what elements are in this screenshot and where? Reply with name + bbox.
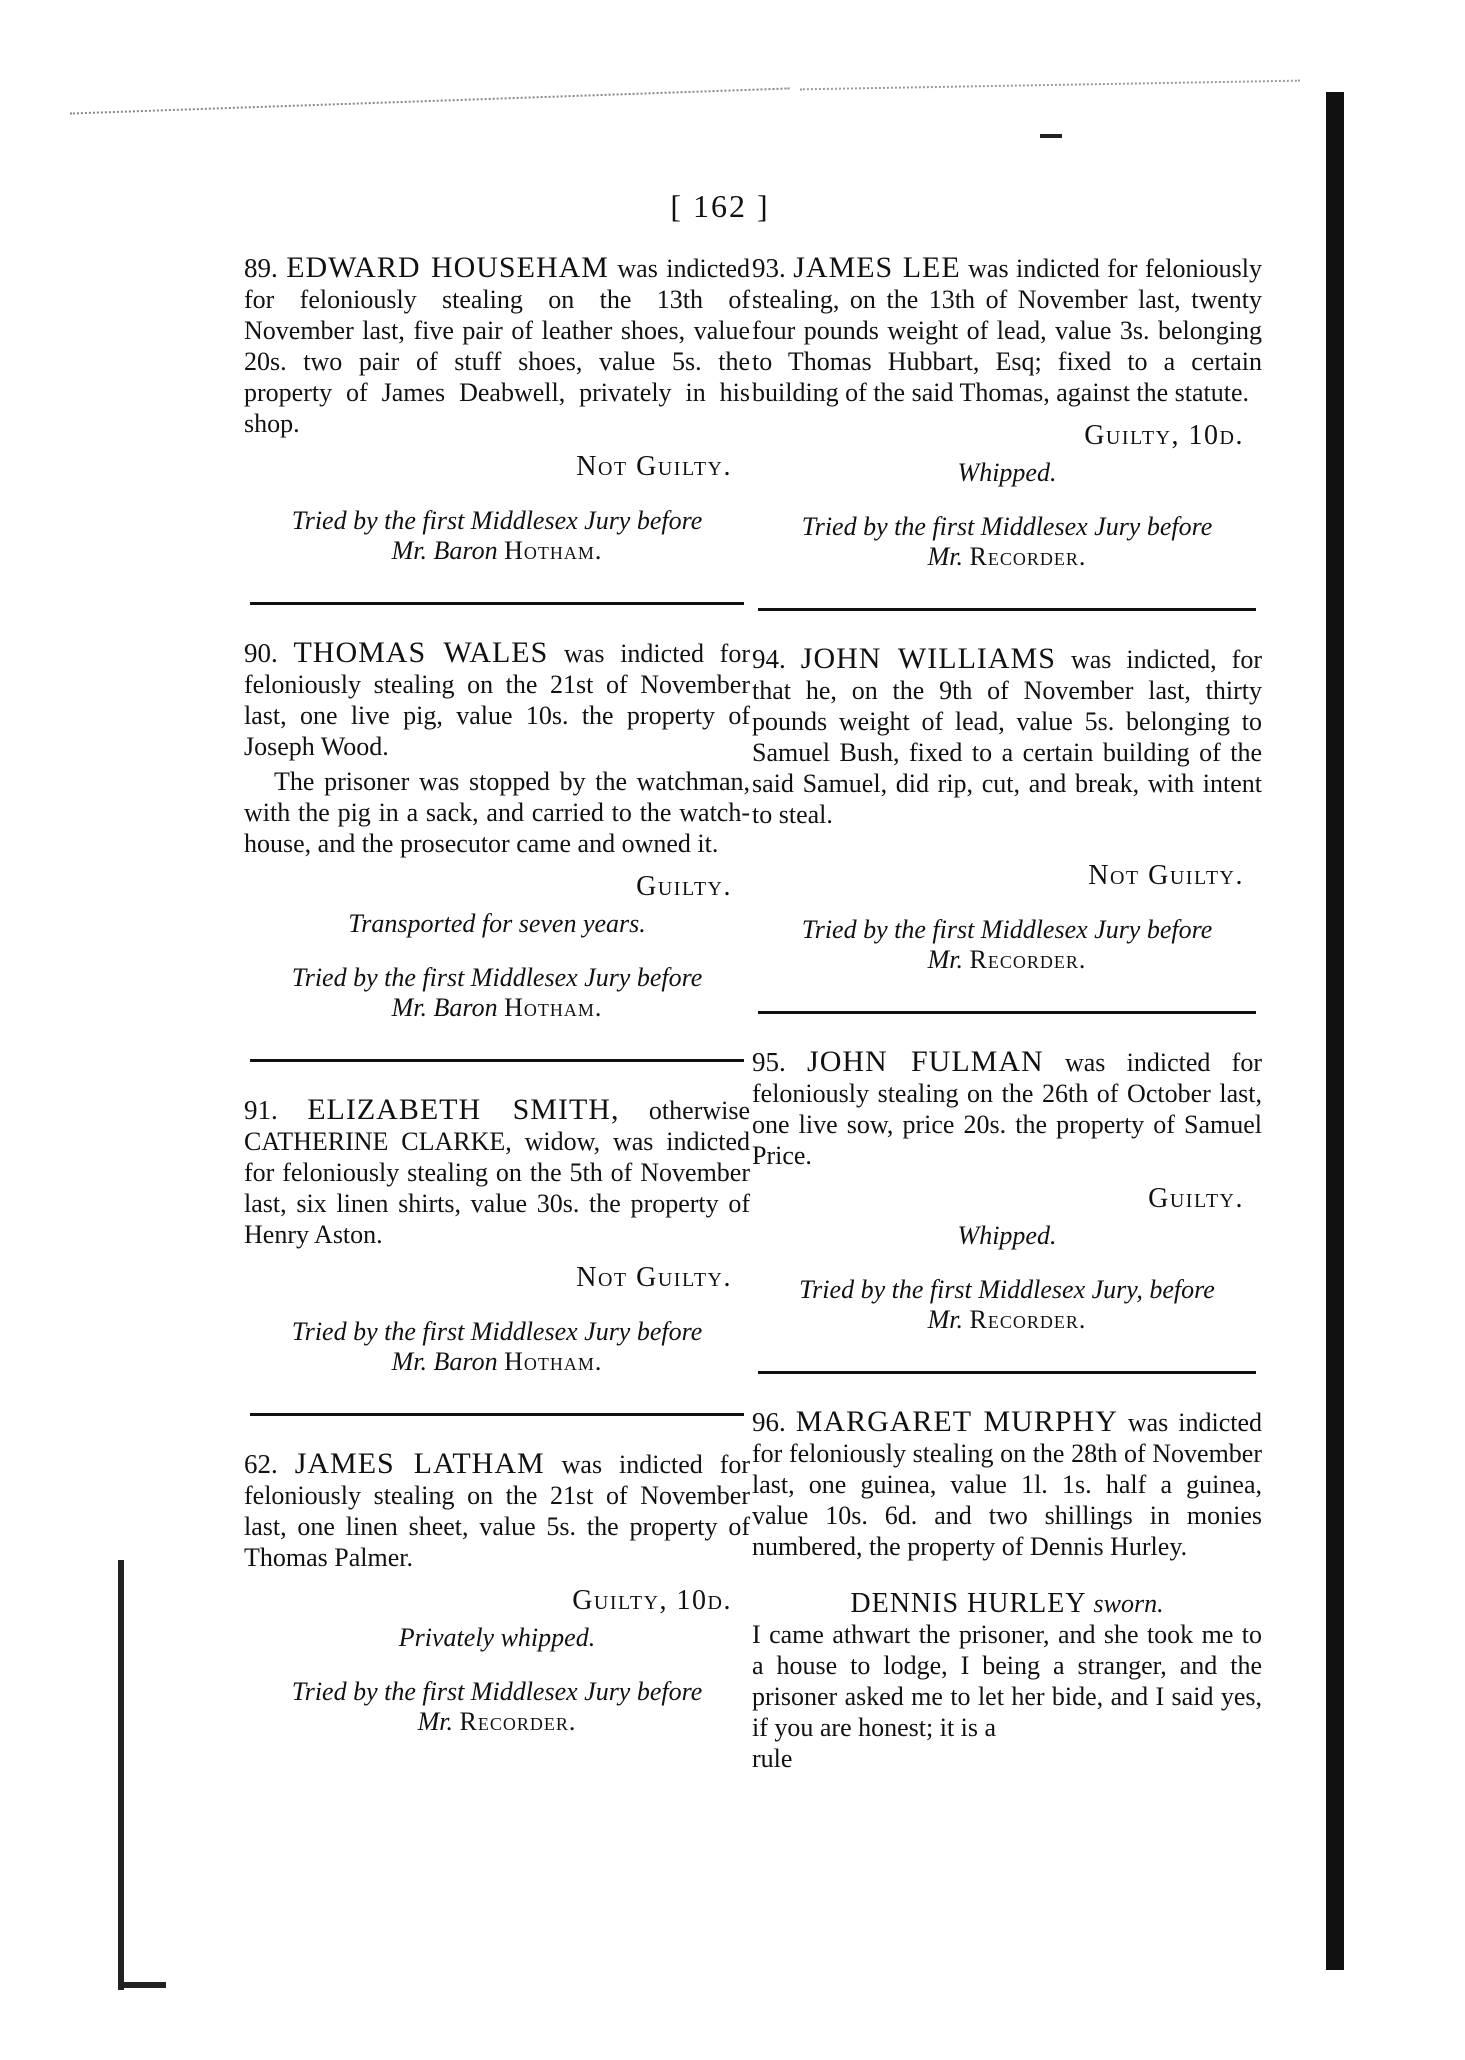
defendant-name: ELIZABETH SMITH, bbox=[307, 1093, 620, 1126]
page-edge-shadow bbox=[118, 1982, 166, 1988]
case-entry bbox=[752, 1406, 1262, 1774]
judge-title: Mr. Baron bbox=[391, 993, 498, 1022]
right-column bbox=[752, 252, 1262, 1774]
section-divider bbox=[250, 1059, 744, 1062]
case-text: otherwise CATHERINE CLARKE, widow, was indicted for feloniously stealing on the 5th of November last, six linen shirts, value 30s. the property of Henry Aston. bbox=[244, 1096, 750, 1249]
verdict: Guilty, 10d. bbox=[572, 1585, 732, 1616]
judge-name: Hotham. bbox=[504, 1347, 603, 1376]
judge-title: Mr. bbox=[417, 1707, 454, 1736]
tried-by bbox=[752, 915, 1262, 975]
case-entry bbox=[752, 1046, 1262, 1335]
judge-title: Mr. bbox=[927, 1305, 964, 1334]
judge-title: Mr. Baron bbox=[391, 536, 498, 565]
scan-noise bbox=[70, 87, 790, 132]
catchword: rule bbox=[752, 1744, 793, 1773]
left-column bbox=[244, 252, 750, 1737]
case-number: 96. bbox=[752, 1407, 786, 1437]
section-divider bbox=[758, 1371, 1256, 1374]
tried-line: Tried by the first Middlesex Jury before bbox=[291, 963, 703, 992]
tried-by bbox=[752, 512, 1262, 572]
verdict: Guilty, 10d. bbox=[1084, 420, 1244, 451]
defendant-name: MARGARET MURPHY bbox=[795, 1405, 1118, 1438]
case-number: 90. bbox=[244, 638, 278, 668]
case-text: was indicted for feloniously stealing on the 21st of November last, one linen sheet, value 5s. the property of Thomas Palmer. bbox=[244, 1450, 751, 1572]
defendant-name: THOMAS WALES bbox=[293, 636, 549, 669]
tried-line: Tried by the first Middlesex Jury before bbox=[291, 1677, 703, 1706]
sentence: Privately whipped. bbox=[398, 1623, 596, 1652]
verdict: Not Guilty. bbox=[576, 451, 732, 482]
case-detail: The prisoner was stopped by the watchman, with the pig in a sack, and carried to the watch-house, and the prosecutor came and owned it. bbox=[244, 767, 750, 858]
judge-title: Mr. bbox=[927, 542, 964, 571]
page-edge-shadow bbox=[1326, 92, 1344, 1970]
verdict: Not Guilty. bbox=[1088, 860, 1244, 891]
case-text: was indicted for feloniously stealing, on the 13th of November last, twenty four pounds weight of lead, value 3s. belonging to Thomas Hubbart, Esq; fixed to a certain building of the said Thomas, against the statute. bbox=[752, 254, 1263, 407]
witness-name: DENNIS HURLEY bbox=[850, 1588, 1086, 1619]
case-number: 62. bbox=[244, 1449, 278, 1479]
defendant-name: JOHN FULMAN bbox=[807, 1045, 1044, 1078]
tried-by bbox=[244, 506, 750, 566]
case-entry bbox=[244, 637, 750, 1023]
case-entry bbox=[244, 1094, 750, 1377]
tried-by bbox=[244, 1317, 750, 1377]
defendant-name: EDWARD HOUSEHAM bbox=[286, 251, 609, 284]
case-text: was indicted for feloniously stealing on the 28th of November last, one guinea, value 1l. 1s. half a guinea, value 10s. 6d. and two shillings in monies numbered, the property of Dennis Hurley. bbox=[752, 1408, 1263, 1561]
sentence: Transported for seven years. bbox=[348, 909, 646, 938]
verdict: Guilty. bbox=[1148, 1183, 1244, 1214]
sentence: Whipped. bbox=[957, 1221, 1057, 1250]
tried-line: Tried by the first Middlesex Jury before bbox=[291, 1317, 703, 1346]
case-entry bbox=[244, 252, 750, 566]
section-divider bbox=[250, 602, 744, 605]
scan-mark bbox=[1040, 134, 1062, 138]
case-entry bbox=[244, 1448, 750, 1737]
case-number: 94. bbox=[752, 644, 786, 674]
case-number: 89. bbox=[244, 253, 278, 283]
defendant-name: JAMES LEE bbox=[793, 251, 961, 284]
tried-line: Tried by the first Middlesex Jury before bbox=[801, 512, 1213, 541]
case-number: 93. bbox=[752, 253, 786, 283]
defendant-name: JAMES LATHAM bbox=[294, 1447, 545, 1480]
section-divider bbox=[758, 608, 1256, 611]
judge-name: Recorder. bbox=[969, 1305, 1087, 1334]
case-entry bbox=[752, 252, 1262, 572]
defendant-name: JOHN WILLIAMS bbox=[800, 642, 1056, 675]
sentence: Whipped. bbox=[957, 458, 1057, 487]
judge-title: Mr. Baron bbox=[391, 1347, 498, 1376]
judge-name: Recorder. bbox=[969, 945, 1087, 974]
case-entry bbox=[752, 643, 1262, 975]
witness-label: sworn. bbox=[1093, 1589, 1164, 1618]
judge-name: Recorder. bbox=[969, 542, 1087, 571]
case-text: was indicted for feloniously stealing on the 21st of November last, one live pig, value 10s. the property of Joseph Wood. bbox=[244, 639, 750, 761]
witness-heading bbox=[752, 1588, 1262, 1619]
tried-by bbox=[752, 1275, 1262, 1335]
tried-line: Tried by the first Middlesex Jury before bbox=[291, 506, 703, 535]
scan-noise bbox=[800, 80, 1300, 105]
case-text: was indicted for feloniously stealing on the 26th of October last, one live sow, price 20s. the property of Samuel Price. bbox=[752, 1048, 1262, 1170]
case-text: was indicted for feloniously stealing on the 13th of November last, five pair of leather shoes, value 20s. two pair of stuff shoes, value 5s. the property of James Deabwell, privately in his shop. bbox=[244, 254, 751, 438]
tried-line: Tried by the first Middlesex Jury, before bbox=[799, 1275, 1215, 1304]
verdict: Guilty. bbox=[636, 871, 732, 902]
section-divider bbox=[250, 1413, 744, 1416]
case-text: was indicted, for that he, on the 9th of November last, thirty pounds weight of lead, value 5s. belonging to Samuel Bush, fixed to a certain building of the said Samuel, did rip, cut, and break, with intent to steal. bbox=[752, 645, 1262, 829]
judge-name: Hotham. bbox=[504, 993, 603, 1022]
verdict: Not Guilty. bbox=[576, 1262, 732, 1293]
witness-testimony: I came athwart the prisoner, and she took me to a house to lodge, I being a stranger, and the prisoner asked me to let her bide, and I said yes, if you are honest; it is a bbox=[752, 1620, 1262, 1742]
page-edge-shadow bbox=[118, 1560, 124, 1990]
tried-by bbox=[244, 963, 750, 1023]
page-number: [ 162 ] bbox=[670, 188, 770, 224]
section-divider bbox=[758, 1011, 1256, 1014]
case-number: 95. bbox=[752, 1047, 786, 1077]
judge-title: Mr. bbox=[927, 945, 964, 974]
judge-name: Recorder. bbox=[459, 1707, 577, 1736]
tried-by bbox=[244, 1677, 750, 1737]
case-number: 91. bbox=[244, 1095, 278, 1125]
tried-line: Tried by the first Middlesex Jury before bbox=[801, 915, 1213, 944]
judge-name: Hotham. bbox=[504, 536, 603, 565]
